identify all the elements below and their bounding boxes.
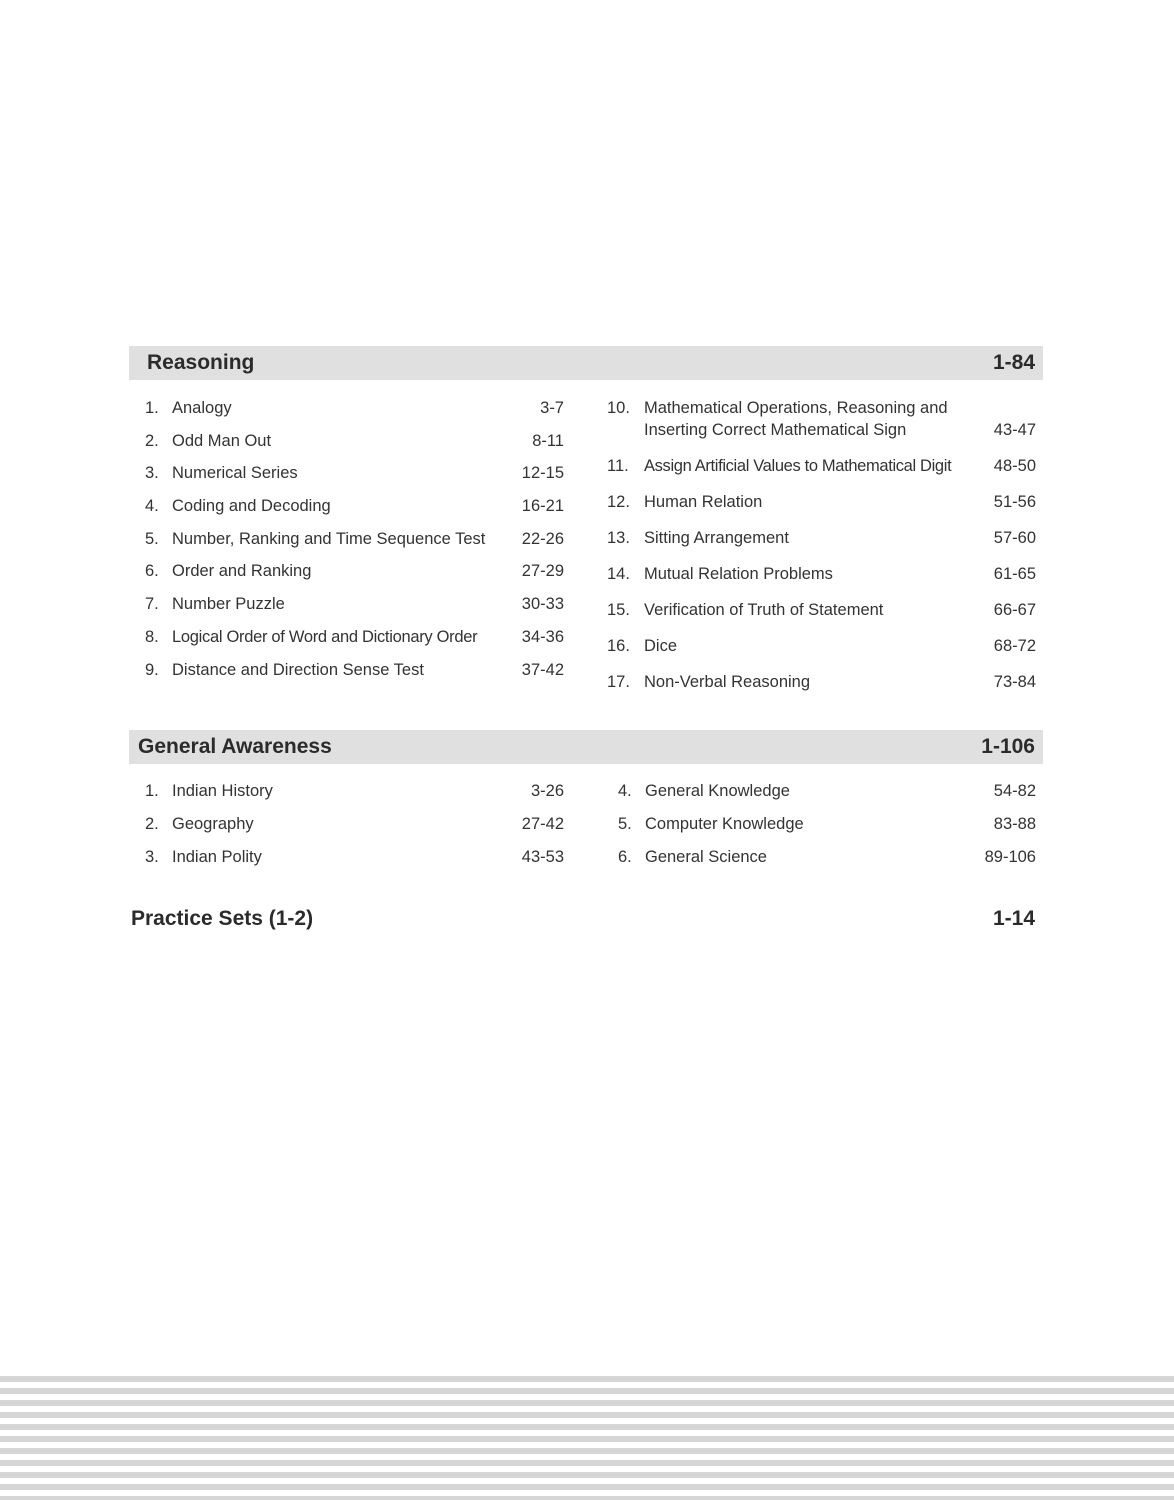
toc-entry[interactable] xyxy=(145,528,564,550)
toc-entry-title: Analogy xyxy=(172,399,232,417)
toc-entry-title: Number, Ranking and Time Sequence Test xyxy=(172,529,486,548)
toc-entry-pages: 30-33 xyxy=(521,595,564,614)
toc-entry-pages: 27-29 xyxy=(521,562,564,581)
toc-entry[interactable] xyxy=(145,560,564,582)
toc-entry[interactable] xyxy=(607,397,1036,441)
toc-entry[interactable] xyxy=(145,813,564,835)
toc-entry[interactable] xyxy=(607,671,1036,693)
toc-entry-pages: 57-60 xyxy=(993,529,1036,547)
toc-entry-pages: 54-82 xyxy=(993,782,1036,800)
toc-entry-title: Sitting Arrangement xyxy=(644,529,789,547)
toc-entry[interactable] xyxy=(145,846,564,868)
toc-entry-number: 6. xyxy=(145,562,159,581)
toc-entry-title: General Knowledge xyxy=(645,782,790,800)
toc-entry-pages: 12-15 xyxy=(521,464,564,483)
toc-entry-title: Coding and Decoding xyxy=(172,497,331,516)
general-awareness-section-title: General Awareness xyxy=(138,735,332,758)
toc-entry[interactable] xyxy=(145,430,564,452)
toc-entry-pages: 83-88 xyxy=(993,815,1036,833)
reasoning-section-range: 1-84 xyxy=(992,351,1035,374)
toc-entry-title: Distance and Direction Sense Test xyxy=(172,660,424,679)
toc-entry-number: 13. xyxy=(607,529,630,547)
toc-entry-title: Human Relation xyxy=(644,493,763,511)
toc-entry[interactable] xyxy=(145,659,564,681)
toc-entry-number: 7. xyxy=(145,595,159,614)
toc-entry-number: 4. xyxy=(618,782,632,800)
toc-entry-number: 2. xyxy=(145,431,159,450)
toc-entry-pages: 66-67 xyxy=(993,601,1036,619)
toc-entry-number: 15. xyxy=(607,601,630,619)
practice-sets-range: 1-14 xyxy=(992,907,1035,930)
toc-entry[interactable] xyxy=(618,846,1036,868)
toc-entry-number: 10. xyxy=(607,399,630,417)
toc-entry[interactable] xyxy=(145,495,564,517)
toc-entry-title: Assign Artificial Values to Mathematical Digit xyxy=(644,457,952,475)
toc-entry[interactable] xyxy=(607,563,1036,585)
toc-entry-number: 17. xyxy=(607,673,630,691)
toc-entry-title: Mutual Relation Problems xyxy=(644,565,833,583)
toc-entry-pages: 3-26 xyxy=(530,782,564,800)
toc-entry-title: Indian Polity xyxy=(172,848,262,866)
toc-entry-number: 9. xyxy=(145,660,159,679)
toc-entry-number: 5. xyxy=(618,815,632,833)
toc-entry-number: 8. xyxy=(145,627,159,646)
toc-entry-pages: 16-21 xyxy=(521,497,564,516)
toc-entry-number: 4. xyxy=(145,497,159,516)
toc-entry-title: Number Puzzle xyxy=(172,595,285,614)
toc-entry-number: 1. xyxy=(145,782,159,800)
footer-stripes xyxy=(0,1376,1174,1500)
toc-entry-title: Mathematical Operations, Reasoning and Inserting Correct Mathematical Sign xyxy=(644,399,948,439)
toc-entry[interactable] xyxy=(607,635,1036,657)
toc-entry-pages: 8-11 xyxy=(532,431,564,450)
toc-entry-number: 14. xyxy=(607,565,630,583)
toc-entry-number: 6. xyxy=(618,848,632,866)
toc-entry-title: Indian History xyxy=(172,782,273,800)
general-awareness-section-range: 1-106 xyxy=(981,735,1035,758)
toc-entry-pages: 22-26 xyxy=(521,529,564,548)
toc-entry-pages: 61-65 xyxy=(993,565,1036,583)
toc-entry[interactable] xyxy=(607,527,1036,549)
toc-entry-title: Odd Man Out xyxy=(172,431,272,450)
toc-entry-pages: 89-106 xyxy=(984,848,1036,866)
toc-entry-pages: 48-50 xyxy=(993,457,1036,475)
toc-entry-pages: 51-56 xyxy=(993,493,1036,511)
toc-entry[interactable] xyxy=(618,780,1036,802)
general-awareness-left-column xyxy=(145,780,564,879)
toc-entry-pages: 37-42 xyxy=(521,660,564,679)
toc-entry-pages: 34-36 xyxy=(521,627,564,646)
toc-entry[interactable] xyxy=(618,813,1036,835)
toc-entry[interactable] xyxy=(145,462,564,484)
toc-entry-number: 3. xyxy=(145,848,159,866)
toc-entry[interactable] xyxy=(145,593,564,615)
reasoning-section-title: Reasoning xyxy=(147,351,255,374)
toc-entry-number: 16. xyxy=(607,637,630,655)
toc-entry-title: General Science xyxy=(645,848,767,866)
reasoning-left-column xyxy=(145,397,564,691)
toc-entry-title: Non-Verbal Reasoning xyxy=(644,673,811,691)
toc-entry[interactable] xyxy=(607,491,1036,513)
practice-sets-title[interactable]: Practice Sets (1-2) xyxy=(131,907,314,930)
toc-entry[interactable] xyxy=(145,626,564,648)
toc-entry-title: Dice xyxy=(644,637,678,655)
toc-entry-number: 5. xyxy=(145,529,159,548)
reasoning-section-header xyxy=(129,346,1043,380)
toc-entry-number: 2. xyxy=(145,815,159,833)
toc-entry[interactable] xyxy=(145,780,564,802)
toc-entry-title: Verification of Truth of Statement xyxy=(644,601,884,619)
toc-entry[interactable] xyxy=(145,397,564,419)
toc-entry-title: Computer Knowledge xyxy=(645,815,804,833)
reasoning-right-column xyxy=(607,397,1036,707)
toc-entry[interactable] xyxy=(607,455,1036,477)
toc-entry-pages: 27-42 xyxy=(521,815,564,833)
toc-entry-pages: 3-7 xyxy=(540,399,564,417)
toc-entry-number: 3. xyxy=(145,464,159,483)
toc-entry-title: Numerical Series xyxy=(172,464,298,483)
general-awareness-section-header xyxy=(129,730,1043,764)
toc-entry-title: Logical Order of Word and Dictionary Order xyxy=(172,627,478,646)
toc-entry-pages: 68-72 xyxy=(993,637,1036,655)
toc-entry-number: 11. xyxy=(607,457,629,475)
general-awareness-right-column xyxy=(618,780,1036,879)
toc-entry-title: Order and Ranking xyxy=(172,562,312,581)
toc-entry-title: Geography xyxy=(172,815,254,833)
toc-entry-pages: 43-47 xyxy=(993,421,1036,439)
toc-entry[interactable] xyxy=(607,599,1036,621)
toc-entry-number: 12. xyxy=(607,493,630,511)
toc-entry-pages: 73-84 xyxy=(993,673,1036,691)
toc-entry-pages: 43-53 xyxy=(521,848,564,866)
toc-entry-number: 1. xyxy=(145,399,159,417)
